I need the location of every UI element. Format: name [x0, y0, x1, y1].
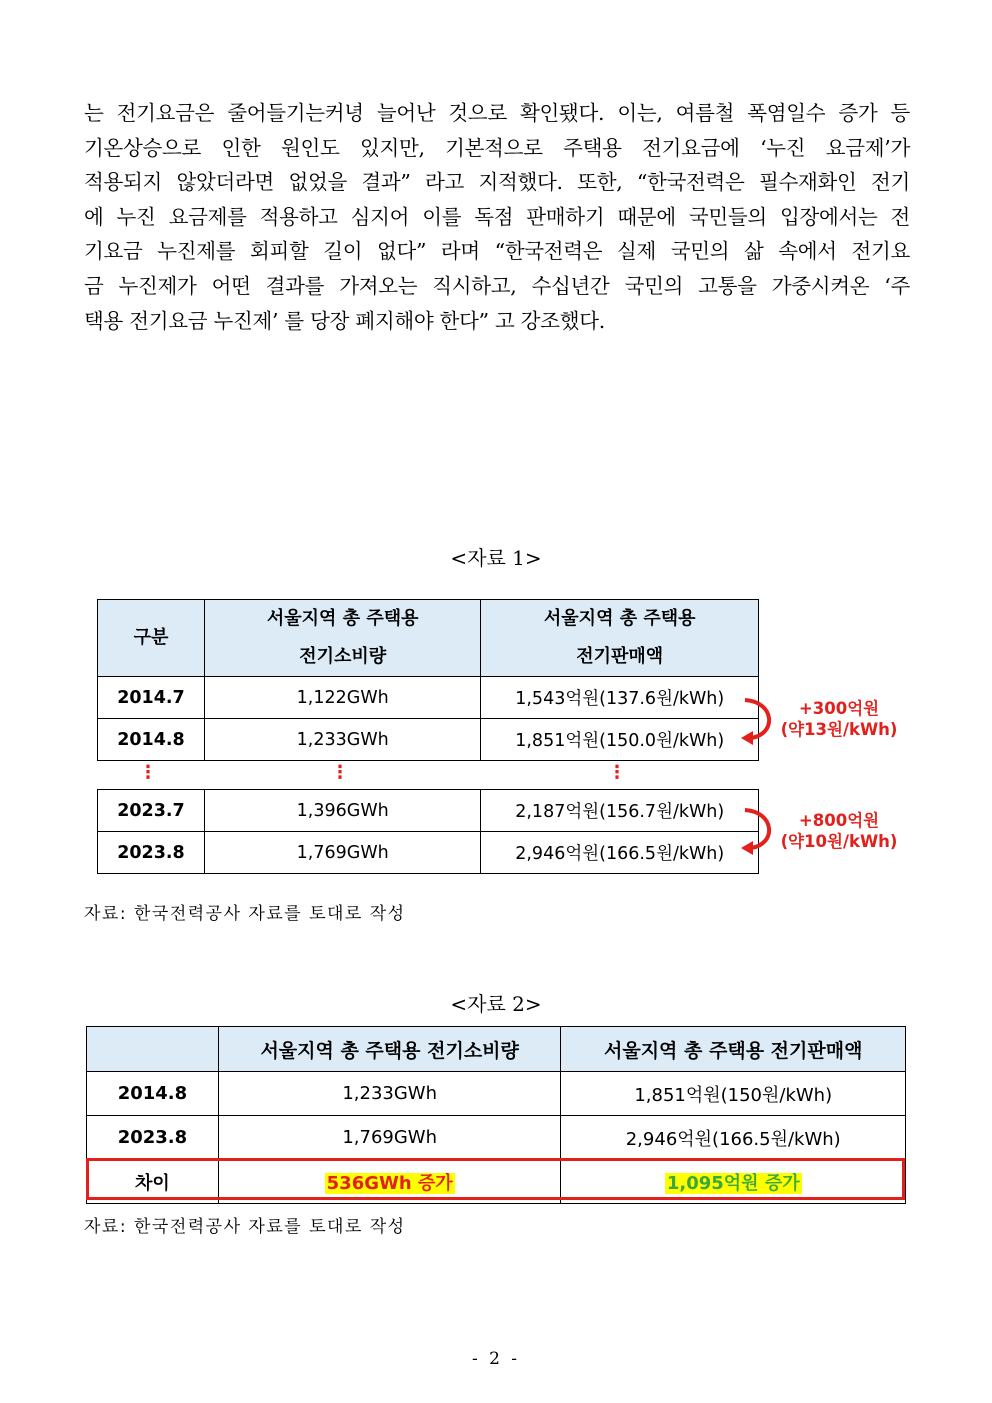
table-row: [98, 677, 759, 719]
period-cell: 2014.8: [98, 719, 205, 761]
table1-caption: <자료 1>: [450, 546, 542, 570]
page-number: - 2 -: [471, 1349, 521, 1369]
period-cell: 2023.7: [98, 790, 205, 832]
table1-lower: [97, 789, 759, 874]
table1-upper: [97, 599, 759, 761]
paragraph-line: 기온상승으로 인한 원인도 있지만, 기본적으로 주택용 전기요금에 ‘누진 요금제’가: [84, 135, 910, 160]
sales-cell: 2,946억원(166.5원/kWh): [481, 832, 759, 874]
header-sales: [481, 600, 759, 677]
annotation-line: +800억원: [798, 811, 880, 830]
header-line: 서울지역 총 주택용: [266, 608, 419, 629]
paragraph-line: 금 누진제가 어떤 결과를 가져오는 직시하고, 수십년간 국민의 고통을 가중시켜온 ‘주: [84, 273, 910, 298]
consumption-cell: 1,769GWh: [218, 1116, 561, 1160]
annotation-line: +300억원: [798, 699, 880, 718]
annotation-top: [778, 698, 900, 740]
table-row: [98, 790, 759, 832]
consumption-cell: 1,396GWh: [204, 790, 481, 832]
paragraph-line: 택용 전기요금 누진제’ 를 당장 폐지해야 한다” 고 강조했다.: [84, 308, 605, 333]
sales-cell: 2,946억원(166.5원/kWh): [561, 1116, 906, 1160]
annotation-line: (약13원/kWh): [780, 720, 898, 739]
header-sales: 서울지역 총 주택용 전기판매액: [561, 1027, 906, 1072]
paragraph-line: 는 전기요금은 줄어들기는커녕 늘어난 것으로 확인됐다. 이는, 여름철 폭염일수 증가 등: [84, 101, 910, 125]
diff-consumption: 536GWh 증가: [326, 1172, 453, 1194]
header-consumption: 서울지역 총 주택용 전기소비량: [218, 1027, 561, 1072]
diff-consumption-cell: [218, 1160, 561, 1204]
annotation-line: (약10원/kWh): [780, 832, 898, 851]
annotation-bottom: [778, 810, 900, 852]
paragraph-line: 적용되지 않았더라면 없었을 결과” 라고 지적했다. 또한, “한국전력은 필수재화인 전기: [84, 170, 910, 195]
table2-caption: <자료 2>: [450, 992, 542, 1016]
consumption-cell: 1,233GWh: [204, 719, 481, 761]
header-line: 전기판매액: [576, 646, 664, 667]
table2: [86, 1026, 906, 1204]
header-line: 전기소비량: [299, 646, 387, 667]
table-row: [87, 1116, 906, 1160]
table-row: [98, 719, 759, 761]
paragraph-line: 기요금 누진제를 회피할 길이 없다” 라며 “한국전력은 실제 국민의 삶 속에서 전기요: [84, 239, 910, 264]
sales-cell: 2,187억원(156.7원/kWh): [481, 790, 759, 832]
ellipsis-icon: ⋮: [608, 762, 626, 783]
sales-cell: 1,851억원(150.0원/kWh): [481, 719, 759, 761]
sales-cell: 1,851억원(150원/kWh): [561, 1072, 906, 1116]
header-blank: [87, 1027, 219, 1072]
paragraph-line: 에 누진 요금제를 적용하고 심지어 이를 독점 판매하기 때문에 국민들의 입장에서는 전: [84, 204, 910, 229]
header-category: 구분: [98, 600, 205, 677]
diff-sales-cell: [561, 1160, 906, 1204]
diff-label: 차이: [87, 1160, 219, 1204]
table-row: [98, 832, 759, 874]
header-line: 서울지역 총 주택용: [543, 608, 696, 629]
ellipsis-icon: ⋮: [139, 762, 157, 783]
table2-source: 자료: 한국전력공사 자료를 토대로 작성: [84, 1217, 406, 1237]
consumption-cell: 1,122GWh: [204, 677, 481, 719]
table-row: [87, 1072, 906, 1116]
period-cell: 2014.8: [87, 1072, 219, 1116]
table1-source: 자료: 한국전력공사 자료를 토대로 작성: [84, 904, 406, 924]
sales-cell: 1,543억원(137.6원/kWh): [481, 677, 759, 719]
period-cell: 2023.8: [87, 1116, 219, 1160]
diff-sales: 1,095억원 증가: [666, 1172, 800, 1194]
diff-row: [87, 1160, 906, 1204]
consumption-cell: 1,769GWh: [204, 832, 481, 874]
period-cell: 2023.8: [98, 832, 205, 874]
consumption-cell: 1,233GWh: [218, 1072, 561, 1116]
table2-header-row: [87, 1027, 906, 1072]
period-cell: 2014.7: [98, 677, 205, 719]
header-consumption: [204, 600, 481, 677]
table1-header-row: [98, 600, 759, 677]
ellipsis-icon: ⋮: [331, 762, 349, 783]
body-paragraph: [84, 96, 910, 338]
